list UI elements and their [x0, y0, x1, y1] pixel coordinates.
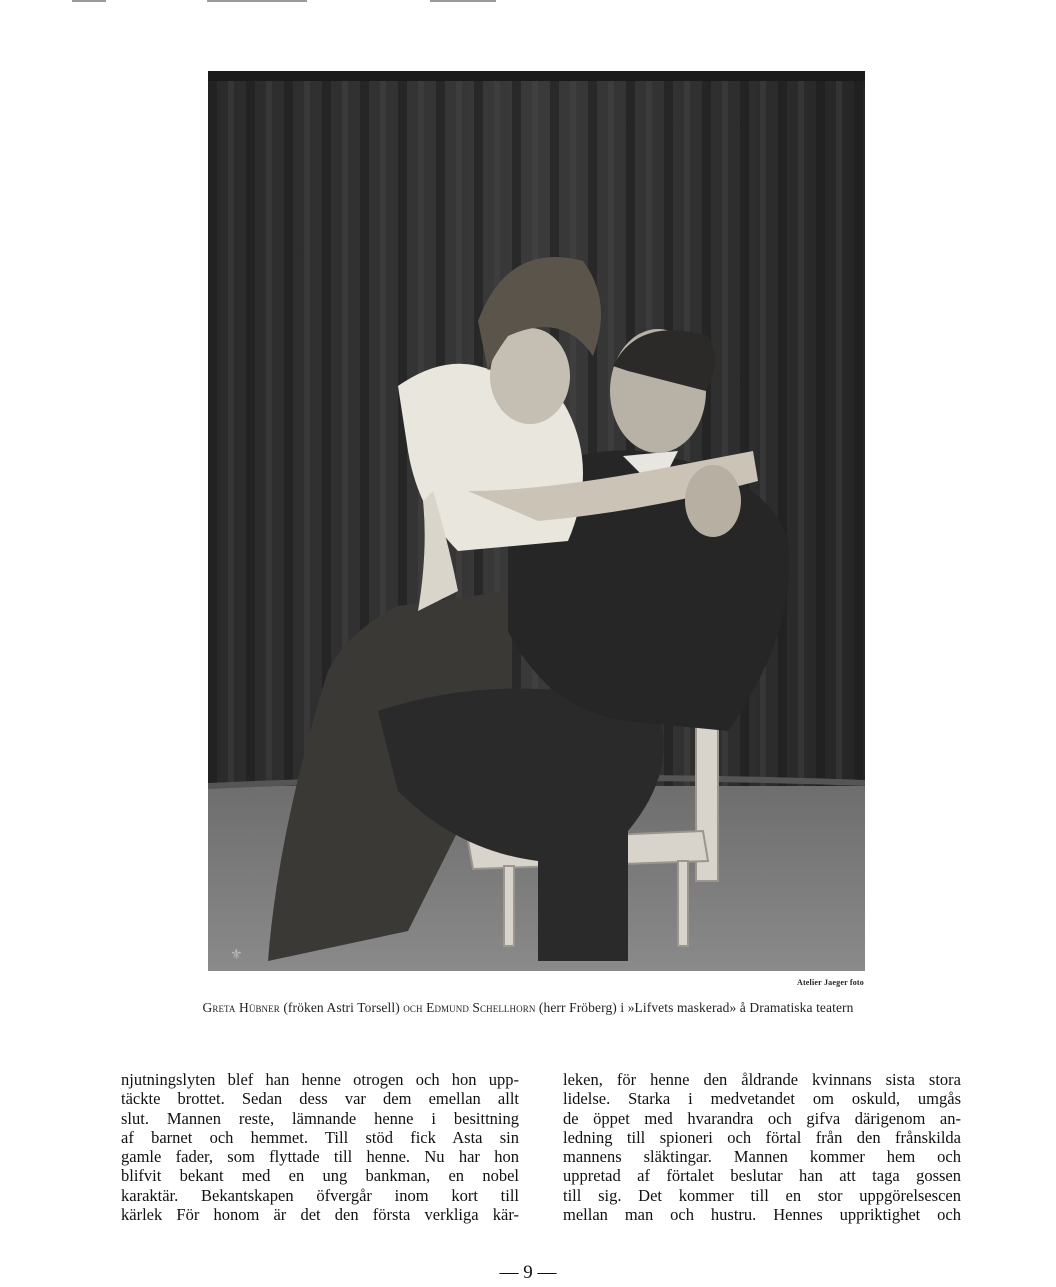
- text-line: gamle fader, som flyttade till henne. Nu har hon: [121, 1147, 519, 1167]
- text-line: de öppet med hvarandra och gifva därigenom an-: [563, 1108, 961, 1128]
- text-line: mellan man och hustru. Hennes uppriktighet och: [563, 1205, 961, 1225]
- svg-text:⚜: ⚜: [230, 947, 243, 963]
- text-line: lidelse. Starka i medvetandet om oskuld, umgås: [563, 1089, 961, 1109]
- text-line: till sig. Det kommer till en stor uppgörelsescen: [563, 1185, 961, 1205]
- top-rule-3: [430, 0, 496, 2]
- caption-name-2: Edmund Schellhorn: [426, 1000, 536, 1015]
- text-line: af barnet och hemmet. Till stöd fick Asta sin: [121, 1127, 519, 1147]
- text-line: slut. Mannen reste, lämnande henne i besittning: [121, 1108, 519, 1128]
- caption-paren-1: (fröken Astri Torsell): [279, 1000, 404, 1015]
- text-line: blifvit bekant med en ung bankman, en nobel: [121, 1166, 519, 1186]
- caption-name-1: Greta Hübner: [202, 1000, 280, 1015]
- text-line: uppretad af förtalet beslutar han att taga gossen: [563, 1166, 961, 1186]
- caption-och: och: [403, 1000, 423, 1015]
- top-rule-2: [207, 0, 307, 2]
- page-number: — 9 —: [499, 1262, 557, 1283]
- text-line: ledning till spioneri och förtal från den frånskilda: [563, 1127, 961, 1147]
- text-column-left: [121, 1070, 519, 1224]
- top-rule-1: [72, 0, 106, 2]
- photo-credit: Atelier Jaeger foto: [796, 978, 864, 987]
- text-column-right: [563, 1070, 961, 1224]
- text-line: täckte brottet. Sedan dess var dem emellan allt: [121, 1089, 519, 1109]
- theatre-photograph: [208, 71, 865, 971]
- photo-caption: [0, 1000, 1056, 1016]
- text-line: kärlek För honom är det den första verkliga kär-: [121, 1205, 519, 1225]
- text-line: njutningslyten blef han henne otrogen och hon upp-: [121, 1070, 519, 1089]
- text-line: leken, för henne den åldrande kvinnans sista stora: [563, 1070, 961, 1089]
- text-line: mannens släktingar. Mannen kommer hem och: [563, 1147, 961, 1167]
- text-line: karaktär. Bekantskapen öfvergår inom kort till: [121, 1185, 519, 1205]
- caption-rest: (herr Fröberg) i »Lifvets maskerad» å Dramatiska teatern: [535, 1000, 854, 1015]
